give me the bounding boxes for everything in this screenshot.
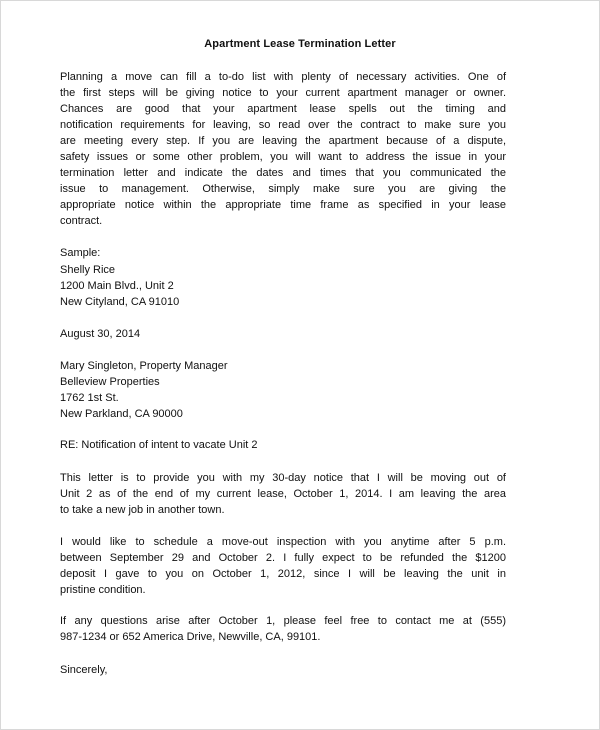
- re-line: RE: Notification of intent to vacate Unit 2: [60, 439, 258, 451]
- intro-line: contract.: [60, 215, 103, 227]
- sample-label: Sample:: [60, 247, 101, 259]
- paragraph-line: I would like to schedule a move-out inspection with you anytime after 5 p.m.: [60, 536, 506, 548]
- paragraph-line: Unit 2 as of the end of my current lease, October 1, 2014. I am leaving the area: [60, 488, 506, 500]
- intro-line: issue to management. Otherwise, simply make sure you are giving the: [60, 183, 506, 195]
- intro-paragraph: [60, 69, 506, 229]
- paragraph-line: deposit I gave to you on October 1, 2012, since I will be leaving the unit in: [60, 568, 506, 580]
- sender-address-line2: New Cityland, CA 91010: [60, 296, 180, 308]
- intro-line: termination letter and indicate the dates and times that you communicated the: [60, 167, 506, 179]
- body-paragraph-3: [60, 613, 506, 645]
- paragraph-line: to take a new job in another town.: [60, 504, 225, 516]
- sender-address-line1: 1200 Main Blvd., Unit 2: [60, 280, 174, 292]
- intro-line: are meeting every step. If you are leaving the apartment because of a dispute,: [60, 135, 506, 147]
- paragraph-line: 987-1234 or 652 America Drive, Newville, CA, 99101.: [60, 631, 321, 643]
- paragraph-line: If any questions arise after October 1, please feel free to contact me at (555): [60, 615, 506, 627]
- body-paragraph-2: [60, 534, 506, 598]
- recipient-name-title: Mary Singleton, Property Manager: [60, 360, 228, 372]
- closing: Sincerely,: [60, 664, 108, 676]
- paragraph-line: This letter is to provide you with my 30-day notice that I will be moving out of: [60, 472, 506, 484]
- intro-line: Chances are good that your apartment lease spells out the timing and: [60, 103, 506, 115]
- intro-line: notification requirements for leaving, so read over the contract to make sure you: [60, 119, 506, 131]
- document-title: Apartment Lease Termination Letter: [204, 38, 396, 50]
- intro-line: the first steps will be giving notice to your current apartment manager or owner.: [60, 87, 506, 99]
- intro-line: Planning a move can fill a to-do list with plenty of necessary activities. One of: [60, 71, 506, 83]
- intro-line: appropriate notice within the appropriate time frame as specified in your lease: [60, 199, 506, 211]
- recipient-company: Belleview Properties: [60, 376, 160, 388]
- intro-line: safety issues or some other problem, you will want to address the issue in your: [60, 151, 506, 163]
- paragraph-line: pristine condition.: [60, 584, 146, 596]
- body-paragraph-1: [60, 470, 506, 518]
- paragraph-line: between September 29 and October 2. I fully expect to be refunded the $1200: [60, 552, 506, 564]
- recipient-address-line1: 1762 1st St.: [60, 392, 119, 404]
- recipient-address-line2: New Parkland, CA 90000: [60, 408, 183, 420]
- sender-name: Shelly Rice: [60, 264, 116, 276]
- letter-date: August 30, 2014: [60, 328, 141, 340]
